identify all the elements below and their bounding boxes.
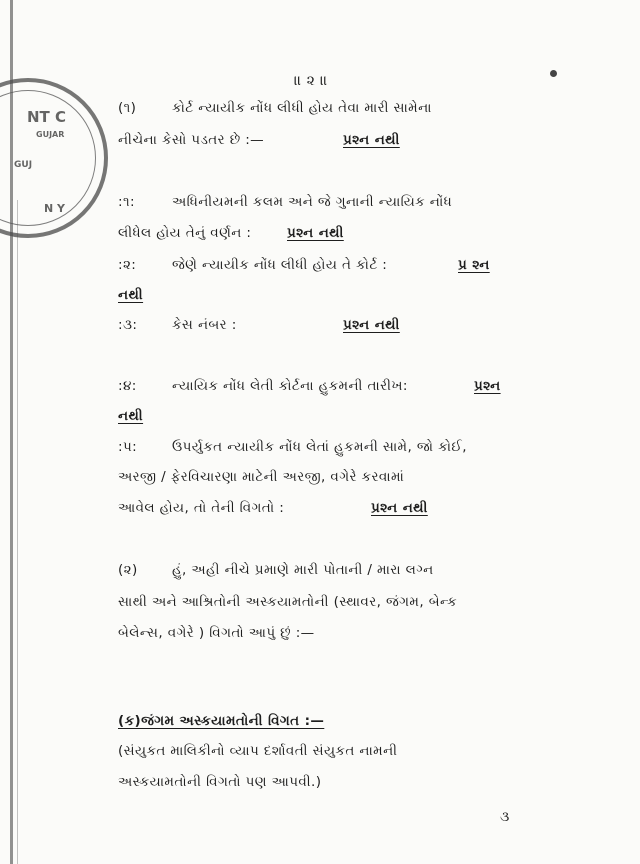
- sub-1-answer: પ્રશ્ન નથી: [287, 225, 344, 241]
- sub-4-label: :૪:: [118, 378, 137, 394]
- binding-edge-line-faint: [17, 200, 18, 864]
- item-1-label: (૧): [118, 100, 137, 116]
- item-1-text-line2: નીચેના કેસો પડતર છે :—: [118, 132, 265, 148]
- note-line2: અસ્કયામતોની વિગતો પણ આપવી.): [118, 774, 322, 790]
- stamp-text-top: NT C: [27, 108, 67, 126]
- sub-4-text-line1: ન્યાયિક નોંધ લેતી કોર્ટના હુકમની તારીખ:: [172, 378, 408, 394]
- sub-2-label: :૨:: [118, 257, 137, 273]
- sub-3-answer: પ્રશ્ન નથી: [343, 317, 400, 333]
- page-header: ॥ ૨ ॥: [294, 73, 328, 89]
- section-heading-movable-assets: (ક)જંગમ અસ્કયામતોની વિગત :—: [118, 713, 325, 729]
- sub-2-answer-part2: નથી: [118, 287, 144, 303]
- sub-3-text-line1: કેસ નંબર :: [172, 317, 237, 333]
- sub-2-answer-part1: પ્ર શ્ન: [458, 257, 490, 273]
- sub-4-answer-part2: નથી: [118, 408, 144, 424]
- page-number: ૩: [500, 809, 510, 825]
- note-line1: (સંયુકત માલિકીનો વ્યાપ દર્શાવતી સંયુકત નામની: [118, 743, 398, 759]
- sub-2-text-line1: જેણે ન્યાયીક નોંધ લીધી હોય તે કોર્ટ :: [172, 257, 388, 273]
- stamp-text-side: GUJ: [14, 160, 33, 170]
- item-2-text-line3: બેલેન્સ, વગેરે ) વિગતો આપું છું :—: [118, 625, 315, 641]
- sub-5-text-line1: ઉપર્યુકત ન્યાયીક નોંધ લેતાં હુકમની સામે, જો કોઈ,: [172, 439, 467, 455]
- stamp-text-bottom: N Y: [44, 202, 66, 215]
- sub-5-answer: પ્રશ્ન નથી: [371, 500, 428, 516]
- item-2-text-line2: સાથી અને આશ્રિતોની અસ્કયામતોની (સ્થાવર, જંગમ, બેન્ક: [118, 594, 458, 610]
- item-2-label: (૨): [118, 562, 138, 578]
- sub-5-text-line3: આવેલ હોય, તો તેની વિગતો :: [118, 500, 285, 516]
- punch-mark: [550, 70, 557, 77]
- sub-5-text-line2: અરજી / ફેરવિચારણા માટેની અરજી, વગેરે કરવામાં: [118, 469, 405, 485]
- sub-5-label: :પ:: [118, 439, 138, 455]
- item-1-text-line1: કોર્ટ ન્યાયીક નોંધ લીધી હોય તેવા મારી સામેના: [172, 100, 432, 116]
- stamp-text-small: GUJAR: [36, 130, 65, 139]
- official-stamp: [0, 78, 108, 238]
- sub-1-text-line2: લીધેલ હોય તેનું વર્ણન :: [118, 225, 252, 241]
- item-1-answer: પ્રશ્ન નથી: [343, 132, 400, 148]
- sub-1-text-line1: અધિનીયમની કલમ અને જે ગુનાની ન્યાયિક નોંધ: [172, 194, 453, 210]
- sub-1-label: :૧:: [118, 194, 135, 210]
- item-2-text-line1: હું, અહી નીચે પ્રમાણે મારી પોતાની / મારા લગ્ન: [172, 562, 434, 578]
- sub-3-label: :૩:: [118, 317, 138, 333]
- sub-4-answer-part1: પ્રશ્ન: [474, 378, 501, 394]
